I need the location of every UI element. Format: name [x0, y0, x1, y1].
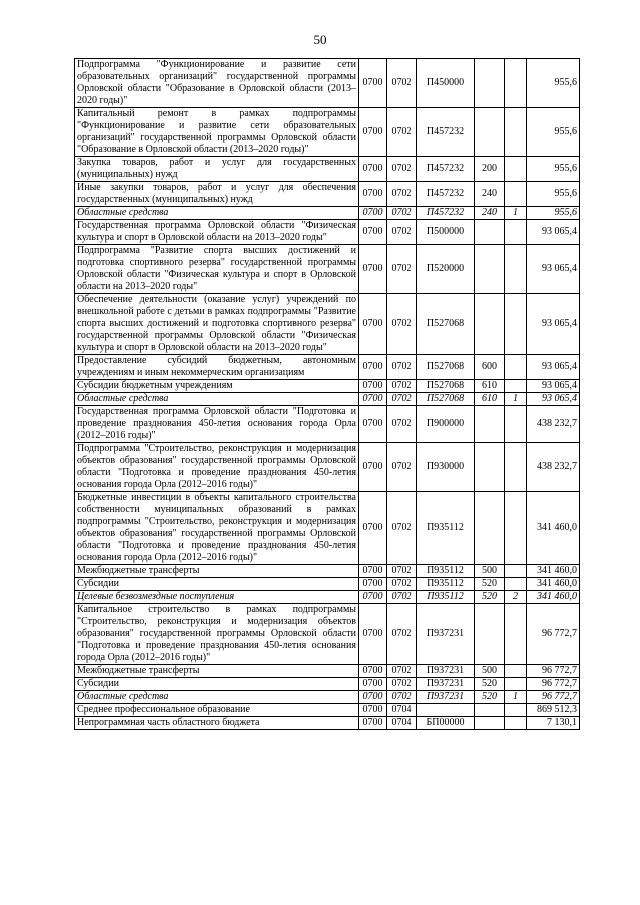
cell-vr: 610 — [475, 393, 505, 406]
cell-name: Непрограммная часть областного бюджета — [75, 717, 359, 730]
cell-vr — [475, 108, 505, 157]
cell-csr: П935112 — [417, 591, 475, 604]
table-row — [75, 393, 580, 406]
cell-vr: 240 — [475, 207, 505, 220]
cell-name: Областные средства — [75, 691, 359, 704]
cell-pr: 0702 — [387, 355, 417, 380]
cell-vr — [475, 220, 505, 245]
cell-pr: 0702 — [387, 578, 417, 591]
cell-amount: 93 065,4 — [527, 294, 580, 355]
cell-vr — [475, 717, 505, 730]
cell-pr: 0702 — [387, 406, 417, 443]
cell-vr — [475, 245, 505, 294]
cell-src — [505, 565, 527, 578]
cell-amount: 96 772,7 — [527, 604, 580, 665]
cell-csr: П457232 — [417, 207, 475, 220]
cell-rz: 0700 — [359, 717, 387, 730]
cell-rz: 0700 — [359, 220, 387, 245]
cell-csr: П527068 — [417, 380, 475, 393]
cell-src — [505, 443, 527, 492]
cell-csr: П937231 — [417, 604, 475, 665]
cell-csr: П930000 — [417, 443, 475, 492]
cell-rz: 0700 — [359, 355, 387, 380]
cell-src: 1 — [505, 691, 527, 704]
cell-pr: 0702 — [387, 207, 417, 220]
cell-amount: 93 065,4 — [527, 380, 580, 393]
cell-vr — [475, 443, 505, 492]
table-row — [75, 59, 580, 108]
cell-pr: 0702 — [387, 492, 417, 565]
cell-amount: 7 130,1 — [527, 717, 580, 730]
cell-amount: 955,6 — [527, 157, 580, 182]
cell-src: 1 — [505, 207, 527, 220]
cell-csr: П527068 — [417, 355, 475, 380]
cell-csr: П457232 — [417, 108, 475, 157]
cell-amount: 955,6 — [527, 59, 580, 108]
cell-csr: П520000 — [417, 245, 475, 294]
cell-src — [505, 717, 527, 730]
cell-amount: 869 512,3 — [527, 704, 580, 717]
cell-csr: БП00000 — [417, 717, 475, 730]
cell-vr: 520 — [475, 691, 505, 704]
cell-vr: 240 — [475, 182, 505, 207]
cell-name: Капитальный ремонт в рамках подпрограммы "Функционирование и развитие сети образовательных организаций" государственной программы Орловской области "Образование в Орловской области (2013–2020 годы)" — [75, 108, 359, 157]
cell-amount: 93 065,4 — [527, 220, 580, 245]
cell-csr: П937231 — [417, 678, 475, 691]
cell-rz: 0700 — [359, 678, 387, 691]
cell-pr: 0702 — [387, 691, 417, 704]
cell-src — [505, 678, 527, 691]
cell-name: Субсидии бюджетным учреждениям — [75, 380, 359, 393]
cell-rz: 0700 — [359, 665, 387, 678]
cell-name: Областные средства — [75, 393, 359, 406]
cell-pr: 0702 — [387, 182, 417, 207]
cell-name: Бюджетные инвестиции в объекты капитального строительства собственности муниципальных образований в рамках подпрограммы "Строительство, реконструкция и модернизация объектов образования" государственной программы Орловской области "Подготовка и проведение празднования 450-летия основания города Орла (2012–2016 годы)" — [75, 492, 359, 565]
page-number: 50 — [313, 32, 327, 47]
cell-rz: 0700 — [359, 406, 387, 443]
cell-src — [505, 380, 527, 393]
cell-rz: 0700 — [359, 182, 387, 207]
cell-src — [505, 294, 527, 355]
cell-pr: 0704 — [387, 717, 417, 730]
cell-pr: 0702 — [387, 157, 417, 182]
cell-src — [505, 182, 527, 207]
cell-vr: 500 — [475, 665, 505, 678]
cell-amount: 96 772,7 — [527, 691, 580, 704]
cell-name: Подпрограмма "Строительство, реконструкция и модернизация объектов образования" государственной программы Орловской области "Подготовка и проведение празднования 450-летия основания города Орла (2012–2016 годы)" — [75, 443, 359, 492]
cell-rz: 0700 — [359, 565, 387, 578]
table-row — [75, 665, 580, 678]
cell-pr: 0702 — [387, 108, 417, 157]
cell-rz: 0700 — [359, 108, 387, 157]
cell-src — [505, 665, 527, 678]
table-row — [75, 294, 580, 355]
cell-name: Целевые безвозмездные поступления — [75, 591, 359, 604]
cell-rz: 0700 — [359, 578, 387, 591]
cell-name: Подпрограмма "Функционирование и развитие сети образовательных организаций" государственной программы Орловской области "Образование в Орловской области (2013–2020 годы)" — [75, 59, 359, 108]
cell-amount: 955,6 — [527, 207, 580, 220]
cell-pr: 0702 — [387, 678, 417, 691]
cell-pr: 0702 — [387, 245, 417, 294]
cell-csr: П527068 — [417, 294, 475, 355]
table-row — [75, 406, 580, 443]
cell-vr — [475, 704, 505, 717]
cell-amount: 341 460,0 — [527, 492, 580, 565]
cell-amount: 438 232,7 — [527, 406, 580, 443]
cell-vr — [475, 294, 505, 355]
cell-pr: 0702 — [387, 380, 417, 393]
table-row — [75, 443, 580, 492]
cell-name: Государственная программа Орловской области "Подготовка и проведение празднования 450-летия основания города Орла (2012–2016 годы)" — [75, 406, 359, 443]
cell-amount: 96 772,7 — [527, 665, 580, 678]
cell-pr: 0702 — [387, 59, 417, 108]
cell-rz: 0700 — [359, 380, 387, 393]
table-row — [75, 108, 580, 157]
cell-pr: 0702 — [387, 604, 417, 665]
cell-amount: 955,6 — [527, 182, 580, 207]
cell-pr: 0702 — [387, 393, 417, 406]
cell-csr: П450000 — [417, 59, 475, 108]
cell-src — [505, 59, 527, 108]
table-row — [75, 380, 580, 393]
table-row — [75, 207, 580, 220]
cell-src — [505, 108, 527, 157]
table-row — [75, 245, 580, 294]
cell-rz: 0700 — [359, 443, 387, 492]
cell-rz: 0700 — [359, 604, 387, 665]
cell-amount: 93 065,4 — [527, 245, 580, 294]
table-row — [75, 604, 580, 665]
cell-rz: 0700 — [359, 492, 387, 565]
cell-vr — [475, 604, 505, 665]
table-row — [75, 578, 580, 591]
table-row — [75, 591, 580, 604]
cell-src: 2 — [505, 591, 527, 604]
cell-csr: П500000 — [417, 220, 475, 245]
cell-src — [505, 157, 527, 182]
cell-csr: П935112 — [417, 578, 475, 591]
table-row — [75, 691, 580, 704]
cell-amount: 341 460,0 — [527, 591, 580, 604]
cell-vr: 200 — [475, 157, 505, 182]
cell-pr: 0702 — [387, 591, 417, 604]
cell-vr: 520 — [475, 591, 505, 604]
cell-csr: П457232 — [417, 157, 475, 182]
cell-vr — [475, 59, 505, 108]
cell-vr: 600 — [475, 355, 505, 380]
cell-name: Государственная программа Орловской области "Физическая культура и спорт в Орловской области на 2013–2020 годы" — [75, 220, 359, 245]
cell-vr: 520 — [475, 678, 505, 691]
cell-src — [505, 704, 527, 717]
cell-name: Субсидии — [75, 578, 359, 591]
cell-amount: 93 065,4 — [527, 355, 580, 380]
cell-amount: 955,6 — [527, 108, 580, 157]
cell-name: Подпрограмма "Развитие спорта высших достижений и подготовка спортивного резерва" государственной программы Орловской области "Физическая культура и спорт в Орловской области на 2013–2020 годы" — [75, 245, 359, 294]
cell-name: Обеспечение деятельности (оказание услуг) учреждений по внешкольной работе с детьми в рамках подпрограммы "Развитие спорта высших достижений и подготовка спортивного резерва" государственной программы Орловской области "Физическая культура и спорт в Орловской области на 2013–2020 годы" — [75, 294, 359, 355]
cell-vr: 610 — [475, 380, 505, 393]
cell-rz: 0700 — [359, 59, 387, 108]
table-row — [75, 704, 580, 717]
cell-csr: П937231 — [417, 665, 475, 678]
cell-vr: 520 — [475, 578, 505, 591]
cell-amount: 93 065,4 — [527, 393, 580, 406]
cell-csr: П935112 — [417, 565, 475, 578]
cell-src — [505, 220, 527, 245]
cell-pr: 0702 — [387, 665, 417, 678]
cell-amount: 96 772,7 — [527, 678, 580, 691]
cell-src — [505, 578, 527, 591]
cell-pr: 0702 — [387, 443, 417, 492]
cell-src — [505, 604, 527, 665]
cell-pr: 0704 — [387, 704, 417, 717]
cell-pr: 0702 — [387, 220, 417, 245]
cell-vr — [475, 492, 505, 565]
cell-src — [505, 406, 527, 443]
table-row — [75, 492, 580, 565]
cell-name: Межбюджетные трансферты — [75, 665, 359, 678]
cell-rz: 0700 — [359, 245, 387, 294]
cell-rz: 0700 — [359, 393, 387, 406]
cell-src — [505, 355, 527, 380]
table-row — [75, 355, 580, 380]
cell-rz: 0700 — [359, 691, 387, 704]
table-row — [75, 220, 580, 245]
table-row — [75, 678, 580, 691]
cell-name: Субсидии — [75, 678, 359, 691]
cell-name: Предоставление субсидий бюджетным, автономным учреждениям и иным некоммерческим организациям — [75, 355, 359, 380]
cell-csr — [417, 704, 475, 717]
cell-vr — [475, 406, 505, 443]
cell-vr: 500 — [475, 565, 505, 578]
cell-name: Областные средства — [75, 207, 359, 220]
cell-rz: 0700 — [359, 207, 387, 220]
cell-csr: П935112 — [417, 492, 475, 565]
table-row — [75, 182, 580, 207]
budget-table — [74, 58, 580, 730]
cell-src: 1 — [505, 393, 527, 406]
cell-amount: 438 232,7 — [527, 443, 580, 492]
cell-csr: П900000 — [417, 406, 475, 443]
table-row — [75, 717, 580, 730]
cell-name: Иные закупки товаров, работ и услуг для обеспечения государственных (муниципальных) нужд — [75, 182, 359, 207]
cell-pr: 0702 — [387, 565, 417, 578]
cell-rz: 0700 — [359, 294, 387, 355]
cell-src — [505, 245, 527, 294]
cell-pr: 0702 — [387, 294, 417, 355]
cell-name: Капитальное строительство в рамках подпрограммы "Строительство, реконструкция и модернизация объектов образования" государственной программы Орловской области "Подготовка и проведение празднования 450-летия основания города Орла (2012–2016 годы)" — [75, 604, 359, 665]
cell-rz: 0700 — [359, 704, 387, 717]
cell-rz: 0700 — [359, 591, 387, 604]
cell-name: Межбюджетные трансферты — [75, 565, 359, 578]
cell-csr: П457232 — [417, 182, 475, 207]
cell-src — [505, 492, 527, 565]
cell-amount: 341 460,0 — [527, 565, 580, 578]
table-row — [75, 157, 580, 182]
cell-rz: 0700 — [359, 157, 387, 182]
cell-name: Закупка товаров, работ и услуг для государственных (муниципальных) нужд — [75, 157, 359, 182]
cell-name: Среднее профессиональное образование — [75, 704, 359, 717]
cell-csr: П937231 — [417, 691, 475, 704]
cell-amount: 341 460,0 — [527, 578, 580, 591]
table-row — [75, 565, 580, 578]
cell-csr: П527068 — [417, 393, 475, 406]
